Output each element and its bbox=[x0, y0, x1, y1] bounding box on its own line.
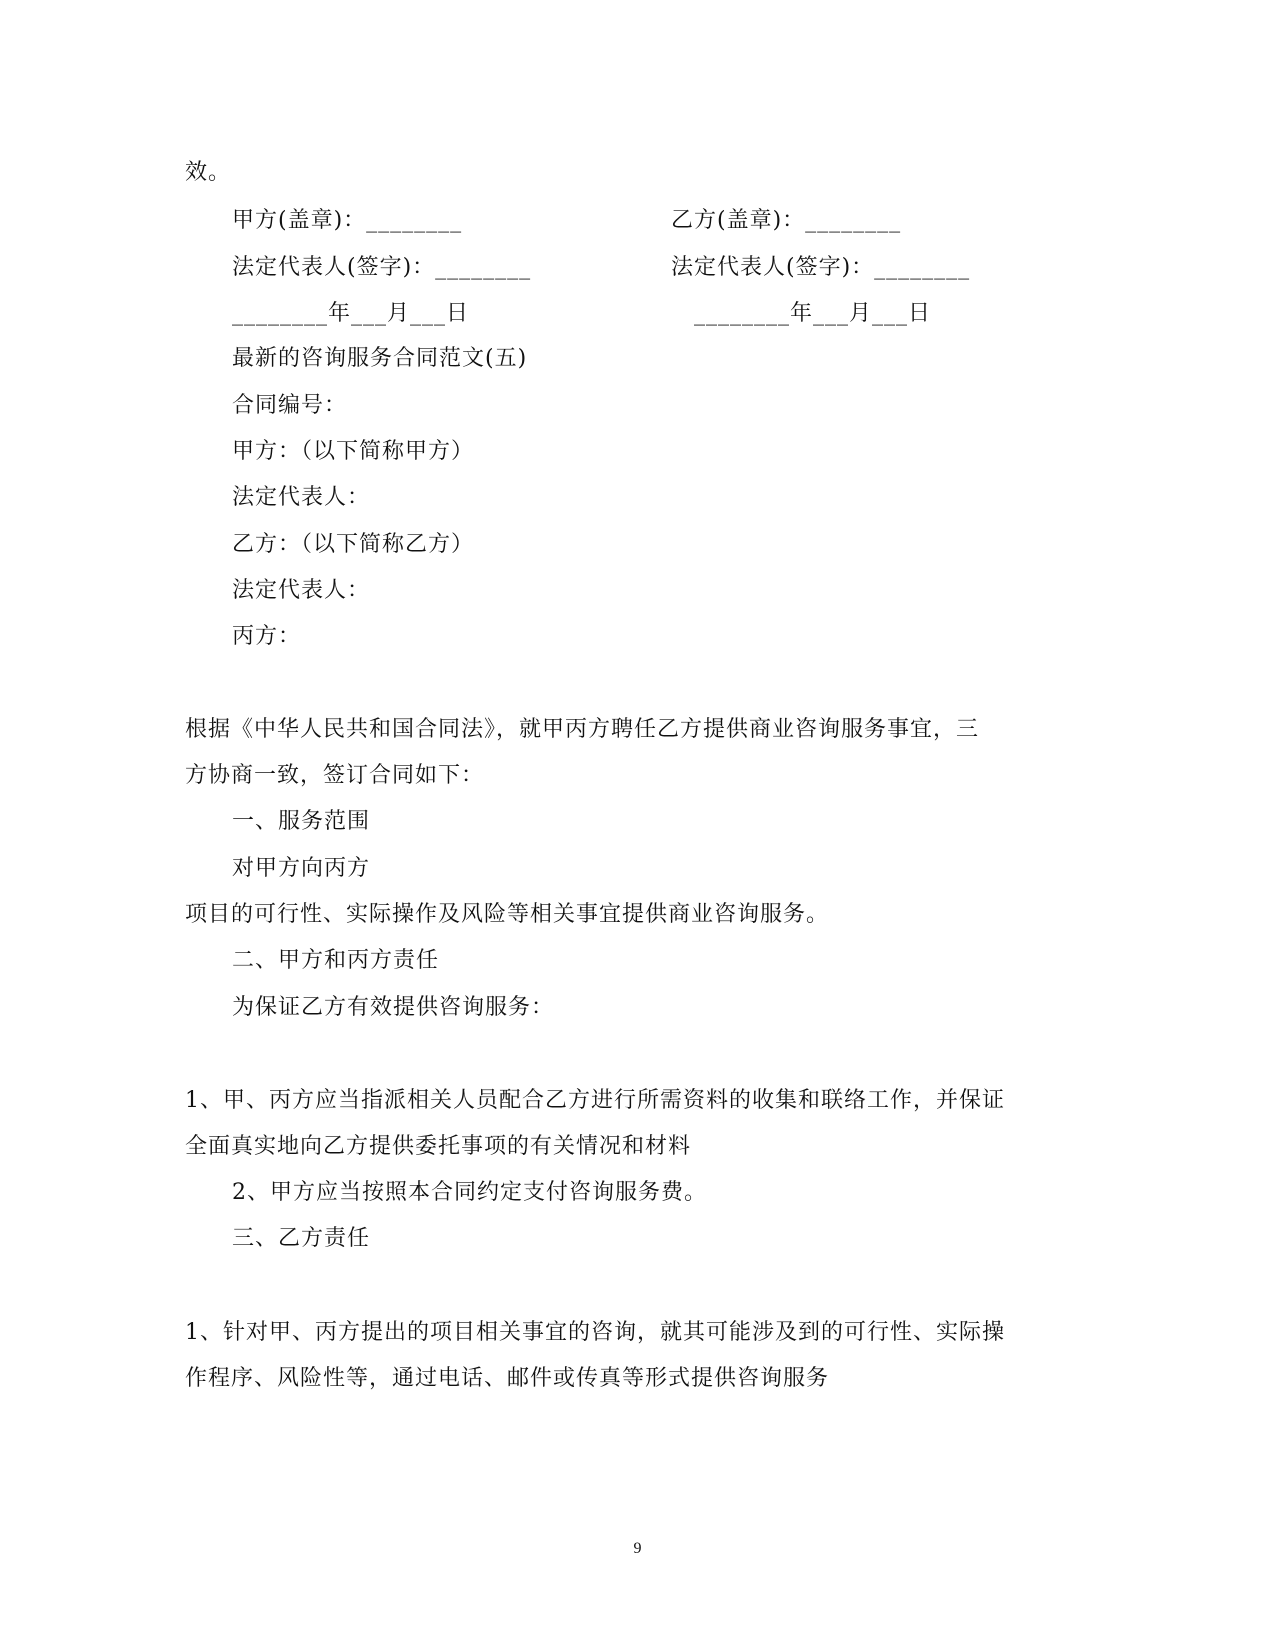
clause-text: 2、甲方应当按照本合同约定支付咨询服务费。 bbox=[232, 1180, 707, 1205]
clause-heading: 三、乙方责任 bbox=[232, 1226, 371, 1251]
clause-text: 项目的可行性、实际操作及风险等相关事宜提供商业咨询服务。 bbox=[185, 902, 830, 927]
party-b-rep-line: 法定代表人(签字)：________ bbox=[671, 255, 971, 280]
clause-text: 1、甲、丙方应当指派相关人员配合乙方进行所需资料的收集和联络工作，并保证 bbox=[185, 1088, 1005, 1113]
party-b-seal-line: 乙方(盖章)：________ bbox=[671, 208, 902, 233]
party-a-rep-label: 法定代表人： bbox=[232, 485, 371, 510]
party-a-rep-line: 法定代表人(签字)：________ bbox=[232, 255, 532, 280]
text-line-continuation: 效。 bbox=[185, 160, 232, 185]
party-a-seal-line: 甲方(盖章)：________ bbox=[232, 208, 463, 233]
body-paragraph-line: 方协商一致，签订合同如下： bbox=[185, 763, 485, 788]
page-number: 9 bbox=[633, 1540, 642, 1557]
clause-heading: 二、甲方和丙方责任 bbox=[232, 948, 440, 973]
clause-text: 作程序、风险性等，通过电话、邮件或传真等形式提供咨询服务 bbox=[185, 1366, 830, 1391]
section-title: 最新的咨询服务合同范文(五) bbox=[232, 346, 528, 371]
party-b-label: 乙方：（以下简称乙方） bbox=[232, 532, 475, 557]
clause-text: 全面真实地向乙方提供委托事项的有关情况和材料 bbox=[185, 1134, 692, 1159]
party-c-label: 丙方： bbox=[232, 624, 302, 649]
party-a-label: 甲方：（以下简称甲方） bbox=[232, 439, 475, 464]
clause-text: 1、针对甲、丙方提出的项目相关事宜的咨询，就其可能涉及到的可行性、实际操 bbox=[185, 1320, 1005, 1345]
clause-text: 对甲方向丙方 bbox=[232, 856, 371, 881]
party-a-date-line: ________年___月___日 bbox=[232, 301, 470, 326]
party-b-date-line: ________年___月___日 bbox=[694, 301, 932, 326]
clause-heading: 一、服务范围 bbox=[232, 809, 371, 834]
body-paragraph-line: 根据《中华人民共和国合同法》，就甲丙方聘任乙方提供商业咨询服务事宜，三 bbox=[185, 717, 980, 742]
clause-text: 为保证乙方有效提供咨询服务： bbox=[232, 995, 555, 1020]
contract-number-label: 合同编号： bbox=[232, 393, 348, 418]
party-b-rep-label: 法定代表人： bbox=[232, 578, 371, 603]
